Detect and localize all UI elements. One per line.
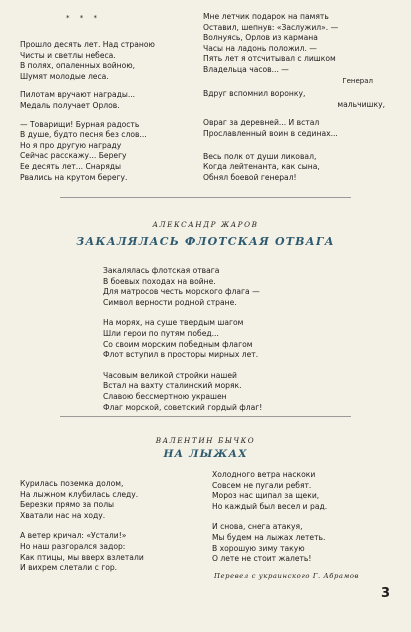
poem-line: Встал на вахту сталинский моряк. [103,381,242,391]
poem-line: Мороз нас щипал за щеки, [212,491,320,501]
page-number: 3 [381,586,391,601]
poem-line: И снова, снега атакуя, [212,522,303,532]
poem-line: Прошло десять лет. Над страною [20,40,155,49]
stanza [212,522,397,564]
poem3-left-column [20,479,195,582]
speaker-label: Генерал [342,76,373,85]
poem-line: Овраг за деревней... И встал [203,118,320,128]
poem-line: Часы на ладонь положил. — [203,43,317,53]
stanza [20,40,195,82]
poem-line: И вихрем слетали с гор. [20,563,118,573]
poem2-text [103,266,333,421]
poem2-author: АЛЕКСАНДР ЖАРОВ [152,220,259,229]
poem-line: Часовым великой стройки нашей [103,370,237,380]
poem-line: Медаль получает Орлов. [20,100,120,110]
section-divider [60,416,351,417]
stanza [20,479,195,521]
poem-line: Но наш разгорался задор: [20,541,126,551]
poem-line: Мне летчик подарок на память [203,12,329,21]
poem-line: Сейчас расскажу... Берегу [20,151,127,161]
poem-line: В хорошую зиму такую [212,543,305,553]
poem-line: Со своим морским победным флагом [103,339,253,349]
poem-line: В душе, будто песня без слов... [20,130,147,140]
poem-line: Шумят молодые леса. [20,71,109,81]
poem-line: Волнуясь, Орлов из кармана [203,33,318,43]
poem-line: Курилась поземка долом, [20,479,124,488]
poem-line: Пять лет я отсчитывал с лишком [203,54,336,64]
poem2-title: ЗАКАЛЯЛАСЬ ФЛОТСКАЯ ОТВАГА [76,235,335,248]
poem-line: Оставил, шепнув: «Заслужил». — [203,22,339,32]
poem-line: Но каждый был весел и рад. [212,501,328,511]
stanza [103,266,333,308]
poem-line: Шли герои по путям побед... [103,328,219,338]
poem-line: Хватали нас на ходу. [20,510,106,520]
poem-line: Флаг морской, советский гордый флаг! [103,402,263,412]
poem1-left-column [20,40,195,191]
poem-line: Когда лейтенанта, как сына, [203,162,320,172]
stanza [203,118,395,139]
poem3-title: НА ЛЫЖАХ [163,448,248,460]
stanza [203,89,395,110]
poem3-right-column [212,470,397,573]
poem-line: В боевых походах на войне. [103,276,216,286]
poem-line: Обнял боевой генерал! [203,172,297,182]
poem-line: В полях, опаленных войною, [20,61,136,71]
section-mark: * * * [66,14,101,22]
poem-line: Пилотам вручают награды... [20,90,136,100]
stanza [212,470,397,512]
stanza [20,120,195,184]
poem-line: О лете не стоит жалеть! [212,554,312,564]
poem-line: Чисты и светлы небеса. [20,50,116,60]
poem-line: — Товарищи! Бурная радость [20,119,140,129]
stanza [20,90,195,111]
stanza [203,12,395,86]
poem-line: Вдруг вспомнил воронку, [203,89,306,99]
poem-line: Рвались на крутом берегу. [20,172,128,182]
poem-line: Символ верности родной стране. [103,297,237,307]
poem-line: Флот вступил в просторы мирных лет. [103,350,259,360]
poem3-author: ВАЛЕНТИН БЫЧКО [155,436,256,445]
section-divider [60,197,351,198]
stanza [103,371,333,413]
poem-line: Прославленный воин в сединах... [203,128,338,138]
poem-line: А ветер кричал: «Устали!» [20,531,127,541]
poem-line: Березки прямо за полы [20,500,115,510]
poem-line: Но я про другую награду [20,140,122,150]
stanza [103,318,333,360]
poem-line: Закалялась флотская отвага [103,266,220,275]
poem-line: На морях, на суше твердым шагом [103,318,244,328]
poem-line: Весь полк от души ликовал, [203,151,317,161]
poem-line: Славою бессмертною украшен [103,391,227,401]
translator-credit: Перевел с украинского Г. Абрамов [214,572,360,580]
poem-line: Как птицы, мы вверх взлетали [20,552,144,562]
poem-line: Ее десять лет... Снаряды [20,161,122,171]
stanza [203,152,395,184]
poem-line: Для матросов честь морского флага — [103,287,260,297]
poem-line: Совсем не пугали ребят. [212,480,312,490]
poem-line: На лыжном клубилась следу. [20,489,139,499]
poem1-right-column [203,12,395,191]
poem-line: Холодного ветра наскоки [212,470,316,479]
poem-line: Мы будем на лыжах лететь. [212,532,326,542]
stanza [20,531,195,573]
poem-line: Владельца часов... — [203,64,289,74]
poem-line: мальчишку, [337,99,385,109]
